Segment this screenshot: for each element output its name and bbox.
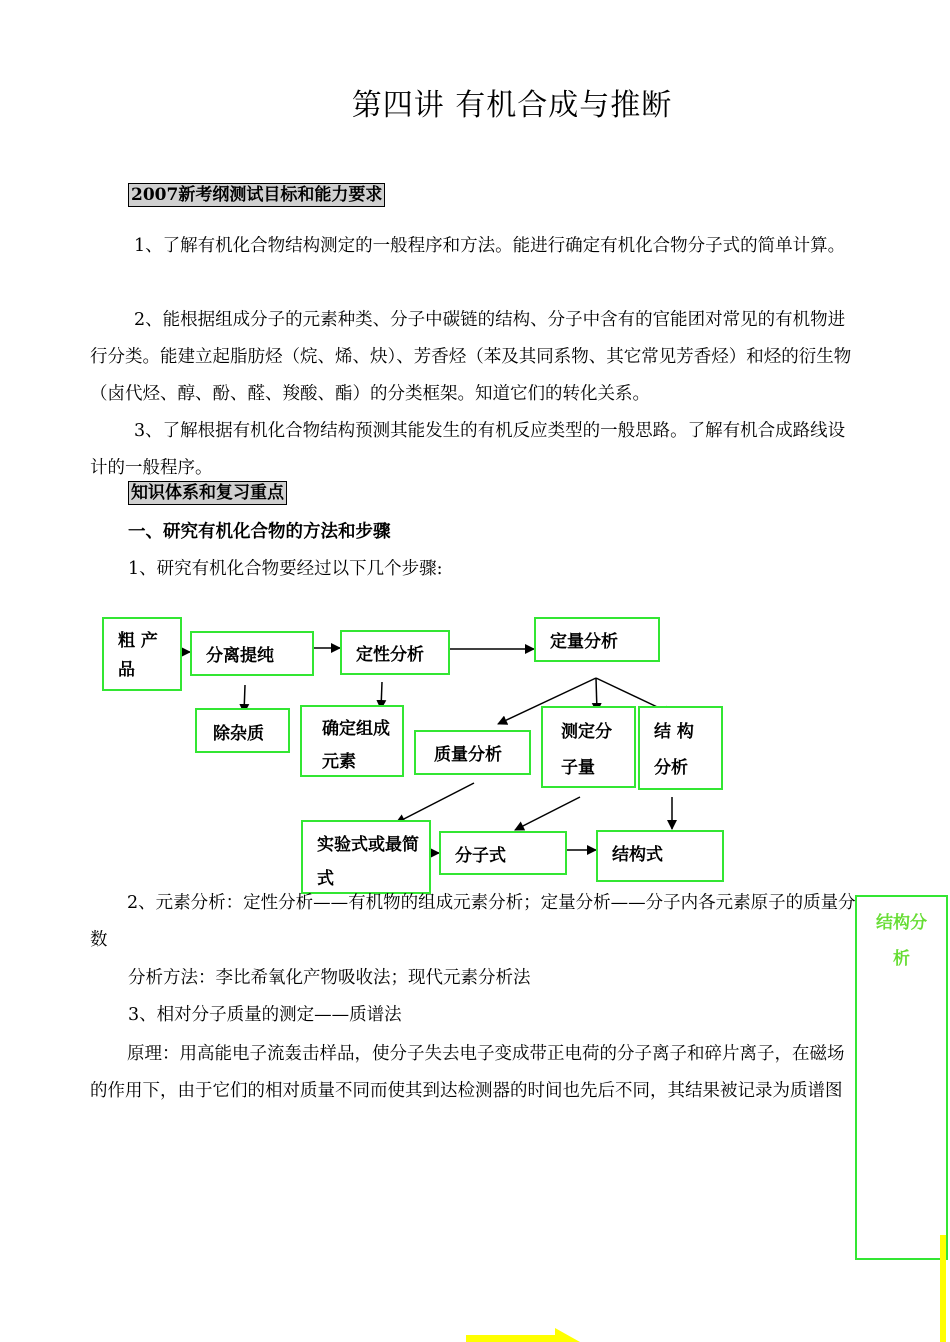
side-box-label: 结构分析 bbox=[876, 913, 927, 969]
flow-label-molecular-formula: 分子式 bbox=[455, 846, 506, 866]
step-1-text: 1、研究有机化合物要经过以下几个步骤: bbox=[128, 559, 443, 579]
flow-box-molecular-formula bbox=[439, 831, 567, 875]
flow-box-separate bbox=[190, 631, 314, 676]
flow-box-molecular-mass bbox=[541, 706, 636, 788]
analysis-methods-text: 分析方法：李比希氧化产物吸收法；现代元素分析法 bbox=[128, 968, 531, 988]
flow-box-empirical-formula bbox=[301, 820, 431, 894]
yellow-arrow-decorations bbox=[0, 1225, 950, 1342]
flow-box-mass-analysis bbox=[414, 730, 531, 775]
principle-text: 原理：用高能电子流轰击样品，使分子失去电子变成带正电荷的分子离子和碎片离子，在磁场的作用下，由于它们的相对质量不同而使其到达检测器的时间也先后不同，其结果被记录为质谱图 bbox=[90, 1044, 845, 1101]
mass-spec-heading: 3、相对分子质量的测定——质谱法 bbox=[128, 1005, 402, 1025]
flow-label-impurity: 除杂质 bbox=[213, 724, 264, 744]
paragraph-2: 2、能根据组成分子的元素种类、分子中碳链的结构、分子中含有的官能团对常见的有机物进行分类。能建立起脂肪烃（烷、烯、炔）、芳香烃（苯及其同系物、其它常见芳香烃）和烃的衍生物（卤代烃、醇、酚、醛、羧酸、酯）的分类框架。知道它们的转化关系。 bbox=[90, 310, 852, 404]
flow-box-structure-analysis bbox=[638, 706, 723, 790]
subheading-methods: 一、研究有机化合物的方法和步骤 bbox=[128, 522, 391, 542]
page-title: 第四讲 有机合成与推断 bbox=[351, 88, 673, 123]
flow-label-separate: 分离提纯 bbox=[206, 646, 274, 666]
paragraph-3: 3、了解根据有机化合物结构预测其能发生的有机反应类型的一般思路。了解有机合成路线设计的一般程序。 bbox=[90, 421, 846, 478]
flow-box-structural-formula bbox=[596, 830, 724, 882]
element-analysis-text: 2、元素分析：定性分析——有机物的组成元素分析；定量分析——分子内各元素原子的质量分数 bbox=[90, 893, 856, 950]
section-heading-knowledge: 知识体系和复习重点 bbox=[128, 481, 287, 505]
flow-label-molecular-mass: 测定分子量 bbox=[561, 722, 612, 778]
flow-box-impurity bbox=[195, 708, 290, 753]
side-box-structure-analysis bbox=[855, 895, 948, 1260]
section-heading-goals: 2007新考纲测试目标和能力要求 bbox=[128, 183, 385, 207]
flow-label-qualitative: 定性分析 bbox=[356, 645, 424, 665]
flow-box-qualitative bbox=[340, 630, 450, 675]
flow-box-elements bbox=[300, 705, 404, 777]
flow-label-quantitative: 定量分析 bbox=[550, 632, 618, 652]
flow-box-quantitative bbox=[534, 617, 660, 662]
flow-label-empirical-formula: 实验式或最简式 bbox=[317, 835, 419, 889]
paragraph-1: 1、了解有机化合物结构测定的一般程序和方法。能进行确定有机化合物分子式的简单计算。 bbox=[134, 236, 846, 256]
flow-label-structure-analysis: 结 构 分析 bbox=[654, 722, 694, 778]
flow-label-mass-analysis: 质量分析 bbox=[434, 745, 502, 765]
flow-label-elements: 确定组成元素 bbox=[322, 719, 390, 772]
flow-label-crude: 粗 产 品 bbox=[118, 631, 158, 680]
flow-label-structural-formula: 结构式 bbox=[612, 845, 663, 865]
flow-box-crude-product bbox=[102, 617, 182, 691]
